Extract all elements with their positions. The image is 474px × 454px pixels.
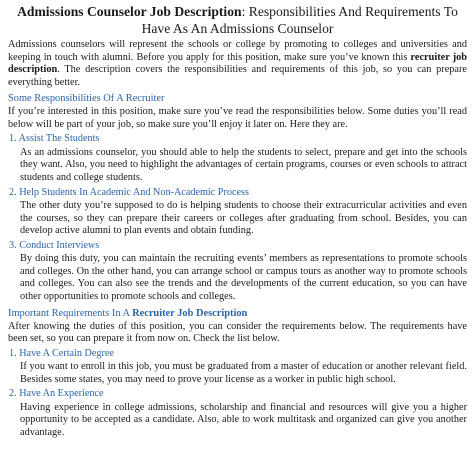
section-heading-responsibilities: Some Responsibilities Of A Recruiter [8, 93, 165, 105]
page-title-rest: : Responsibilities And Requirements To Have As An Admissions Counselor [141, 4, 458, 36]
requirements-heading-bold: Recruiter Job Description [132, 307, 248, 319]
intro-keyword: recruiter job description [8, 51, 468, 76]
responsibilities-intro: If you’re interested in this position, make sure you’ve read the responsibilities below. Some duties you’ll read below will be part of your job, so make sure you’ll enjoy it later on. Here they are. [8, 106, 467, 130]
subheading-experience: 2. Have An Experience [9, 388, 104, 400]
paragraph-assist-students: As an admissions counselor, you should able to help the students to select, prepare and get into the schools they want. Also, you need to highlight the advantages of certain programs, courses or even schools to attract students and college students. [20, 146, 467, 183]
paragraph-certain-degree: If you want to enroll in this job, you must be graduated from a master of education or another relevant field. Besides some states, you may need to prove your license as a worker in public high school. [20, 361, 467, 385]
subheading-certain-degree: 1. Have A Certain Degree [9, 347, 114, 359]
subheading-assist-students: 1. Assist The Students [9, 133, 100, 145]
intro-text-1: Admissions counselors will represent the schools or college by promoting to colleges and universities and keeping in touch with alumni. Before you apply for this position, make sure you’ve known this [8, 39, 467, 63]
intro-text-2: . The description covers the responsibilities and requirements of this job, so you can prepare everything better. [8, 64, 467, 88]
paragraph-help-students: The other duty you’re supposed to do is helping students to choose their extracurricular activities and even the courses, so they can prepare their careers or colleges after graduating from school. Besides, you can develop active alumni to plan events and obtain funding. [20, 200, 467, 237]
requirements-intro: After knowing the duties of this position, you can consider the requirements below. The requirements have been set, so you can prepare it from now on. Check the list below. [8, 320, 467, 345]
requirements-heading-plain: Important Requirements In A [8, 307, 133, 319]
subheading-help-students: 2. Help Students In Academic And Non-Academic Process [9, 186, 249, 198]
section-heading-requirements [8, 307, 467, 320]
intro-paragraph [8, 39, 467, 89]
page-title-bold: Admissions Counselor Job Description [17, 4, 242, 19]
paragraph-conduct-interviews: By doing this duty, you can maintain the recruiting events’ members as representations to promote schools and colleges. On the other hand, you can arrange school or campus tours as another way to promote schools and colleges. You can also see the trends and the developments of the current education, so you can have other opportunities to promote schools and colleges. [20, 253, 467, 302]
paragraph-experience: Having experience in college admissions, scholarship and financial and resources will give you a higher opportunity to be accepted as a candidate. Also, able to work multitask and organized can give you another advantage. [20, 401, 467, 438]
page-title [8, 3, 467, 37]
subheading-conduct-interviews: 3. Conduct Interviews [9, 239, 100, 251]
